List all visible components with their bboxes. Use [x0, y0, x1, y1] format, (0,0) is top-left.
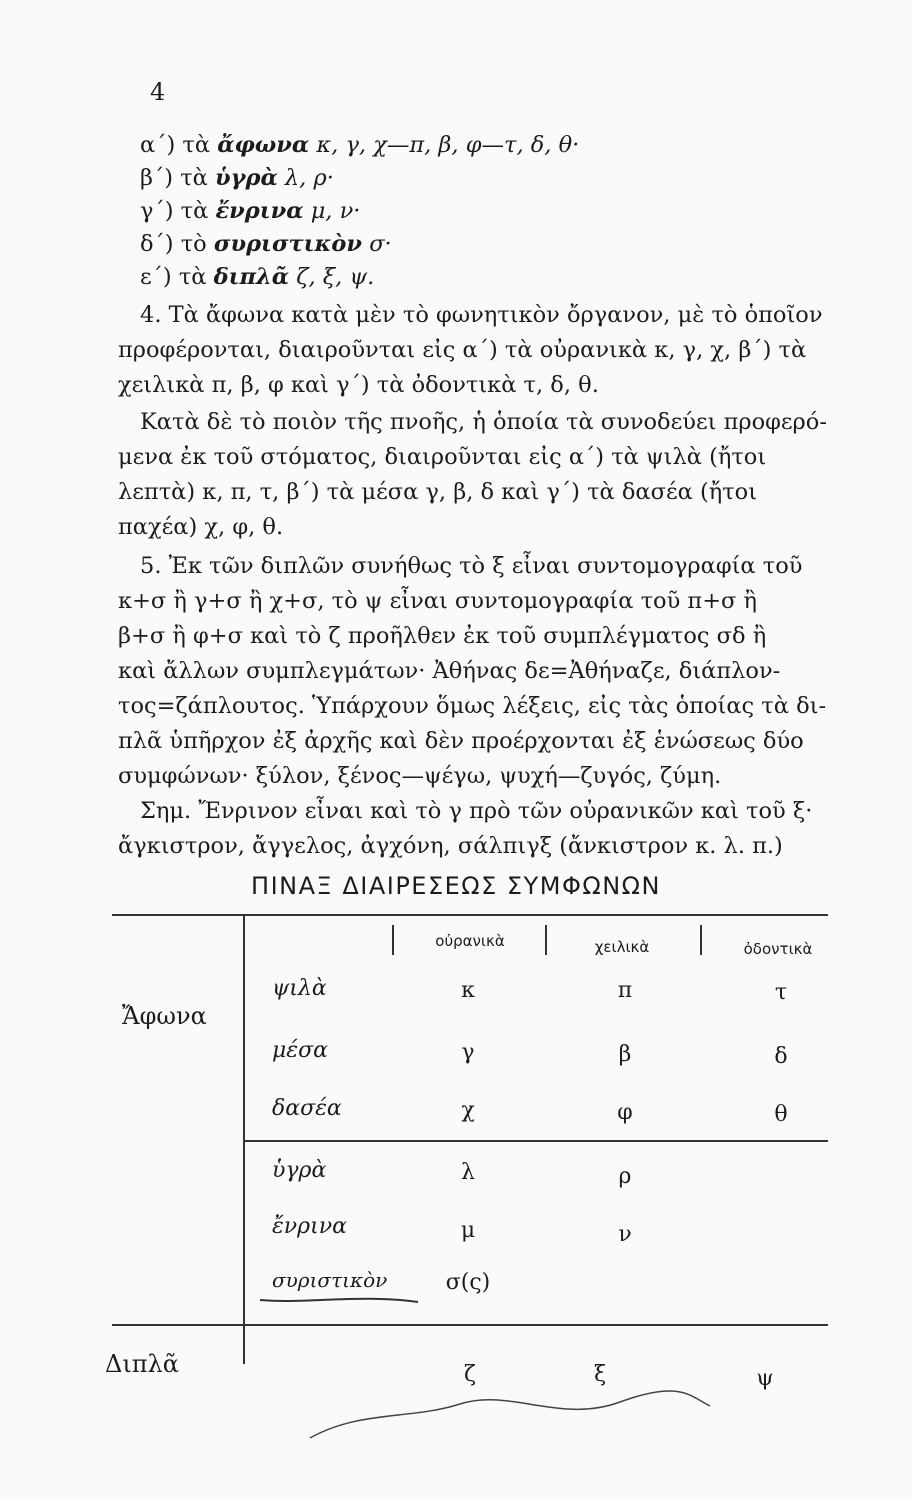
table-cell: σ(ς) — [445, 1270, 491, 1295]
table-rule-top — [112, 914, 828, 916]
item-term: ἔνρινα — [215, 198, 304, 224]
text-line: β+σ ἢ φ+σ καὶ τὸ ζ προῆλθεν ἐκ τοῦ συμπλέγματος σδ ἢ — [118, 623, 767, 649]
table-rule-vertical — [700, 925, 702, 955]
text-line: συμφώνων· ξύλον, ξένος—ψέγω, ψυχή—ζυγός, ζύμη. — [118, 763, 722, 789]
pen-stroke-path — [310, 1391, 710, 1438]
text-line: καὶ ἄλλων συμπλεγμάτων· Ἀθήνας δε=Ἀθήναζε, διάπλον- — [118, 658, 781, 684]
item-term: συριστικὸν — [213, 231, 363, 257]
text-line: 4. Τὰ ἄφωνα κατὰ μὲν τὸ φωνητικὸν ὄργανον, μὲ τὸ ὁποῖον — [140, 302, 823, 328]
text-line: μενα ἐκ τοῦ στόματος, διαιροῦνται εἰς α΄) τὰ ψιλὰ (ἤτοι — [118, 444, 767, 470]
item-marker: α΄) — [140, 132, 176, 158]
table-rule-vertical — [392, 925, 394, 955]
pen-stroke-mark — [258, 1290, 428, 1314]
item-letters: ζ, ξ, ψ. — [296, 264, 375, 290]
row-label: μέσα — [272, 1038, 328, 1063]
row-label: συριστικὸν — [272, 1268, 388, 1292]
table-cell: ψ — [756, 1366, 774, 1391]
pen-stroke-path — [260, 1299, 418, 1302]
table-cell: β — [618, 1042, 632, 1067]
text-line: χειλικὰ π, β, φ καὶ γ΄) τὰ ὀδοντικὰ τ, δ, θ. — [118, 372, 599, 398]
table-rule-vertical — [243, 914, 245, 1364]
list-item — [140, 130, 890, 160]
table-rule-middle — [243, 1140, 828, 1142]
group-label-aphona: Ἄφωνα — [122, 1002, 207, 1030]
row-label: ψιλὰ — [272, 976, 327, 1001]
item-letters: λ, ρ· — [284, 165, 334, 191]
table-cell: φ — [617, 1100, 633, 1125]
text-line: παχέα) χ, φ, θ. — [118, 514, 284, 540]
text-line: προφέρονται, διαιροῦνται εἰς α΄) τὰ οὐρανικὰ κ, γ, χ, β΄) τὰ — [118, 337, 807, 363]
row-label: ἔνρινα — [272, 1214, 347, 1239]
item-marker: δ΄) — [140, 231, 174, 257]
list-item — [140, 229, 890, 259]
text-line: πλᾶ ὑπῆρχον ἐξ ἀρχῆς καὶ δὲν προέρχονται ἐξ ἑνώσεως δύο — [118, 728, 804, 754]
table-cell: θ — [774, 1102, 788, 1127]
table-rule-bottom — [112, 1324, 828, 1326]
item-term: ὑγρὰ — [215, 165, 278, 191]
list-item — [140, 196, 890, 226]
table-cell: ξ — [593, 1362, 607, 1387]
item-letters: μ, ν· — [310, 198, 361, 224]
text-line: λεπτὰ) κ, π, τ, β΄) τὰ μέσα γ, β, δ καὶ γ΄) τὰ δασέα (ἤτοι — [118, 479, 758, 505]
column-header: οὐρανικὰ — [435, 932, 505, 950]
table-cell: δ — [774, 1044, 788, 1069]
item-article: τὸ — [180, 231, 207, 257]
table-cell: ζ — [464, 1362, 476, 1387]
pen-stroke-mark — [300, 1380, 720, 1450]
item-letters: κ, γ, χ—π, β, φ—τ, δ, θ· — [316, 132, 580, 158]
column-header: ὀδοντικὰ — [743, 940, 813, 958]
item-term: ἄφωνα — [217, 132, 310, 158]
table-cell: χ — [461, 1098, 475, 1123]
item-article: τὰ — [180, 165, 208, 191]
table-cell: λ — [461, 1160, 475, 1185]
item-article: τὰ — [178, 264, 207, 290]
column-header: χειλικὰ — [594, 938, 650, 956]
item-term: διπλᾶ — [213, 264, 290, 290]
list-item — [140, 262, 890, 292]
table-cell: τ — [774, 980, 788, 1005]
text-line: κ+σ ἢ γ+σ ἢ χ+σ, τὸ ψ εἶναι συντομογραφία τοῦ π+σ ἢ — [118, 588, 758, 614]
table-cell: γ — [461, 1040, 475, 1065]
item-marker: β΄) — [140, 165, 174, 191]
item-article: τὰ — [182, 132, 211, 158]
note-line: Σημ. Ἔνρινον εἶναι καὶ τὸ γ πρὸ τῶν οὐρανικῶν καὶ τοῦ ξ· — [140, 798, 813, 824]
table-cell: π — [617, 978, 633, 1003]
text-line: 5. Ἐκ τῶν διπλῶν συνήθως τὸ ξ εἶναι συντομογραφία τοῦ — [140, 553, 803, 579]
row-label: δασέα — [272, 1096, 342, 1121]
table-cell: κ — [461, 978, 475, 1003]
list-item — [140, 163, 890, 193]
row-label: ὑγρὰ — [272, 1158, 327, 1183]
note-line: ἄγκιστρον, ἄγγελος, ἀγχόνη, σάλπιγξ (ἄνκιστρον κ. λ. π.) — [118, 833, 783, 859]
item-marker: ε΄) — [140, 264, 172, 290]
group-label-dipla: Διπλᾶ — [105, 1350, 179, 1378]
text-line: τος=ζάπλουτος. Ὑπάρχουν ὅμως λέξεις, εἰς τὰς ὁποίας τὰ δι- — [118, 693, 827, 719]
table-rule-vertical — [545, 925, 547, 955]
table-cell: ρ — [618, 1164, 632, 1189]
text-line: Κατὰ δὲ τὸ ποιὸν τῆς πνοῆς, ἡ ὁποία τὰ συνοδεύει προφερό- — [140, 409, 827, 435]
item-letters: σ· — [369, 231, 392, 257]
item-article: τὰ — [180, 198, 209, 224]
table-cell: ν — [618, 1222, 632, 1247]
table-title: ΠΙΝΑΞ ΔΙΑΙΡΕΣΕΩΣ ΣΥΜΦΩΝΩΝ — [251, 872, 661, 900]
item-marker: γ΄) — [140, 198, 174, 224]
table-cell: μ — [460, 1218, 476, 1243]
page-number: 4 — [150, 78, 166, 106]
